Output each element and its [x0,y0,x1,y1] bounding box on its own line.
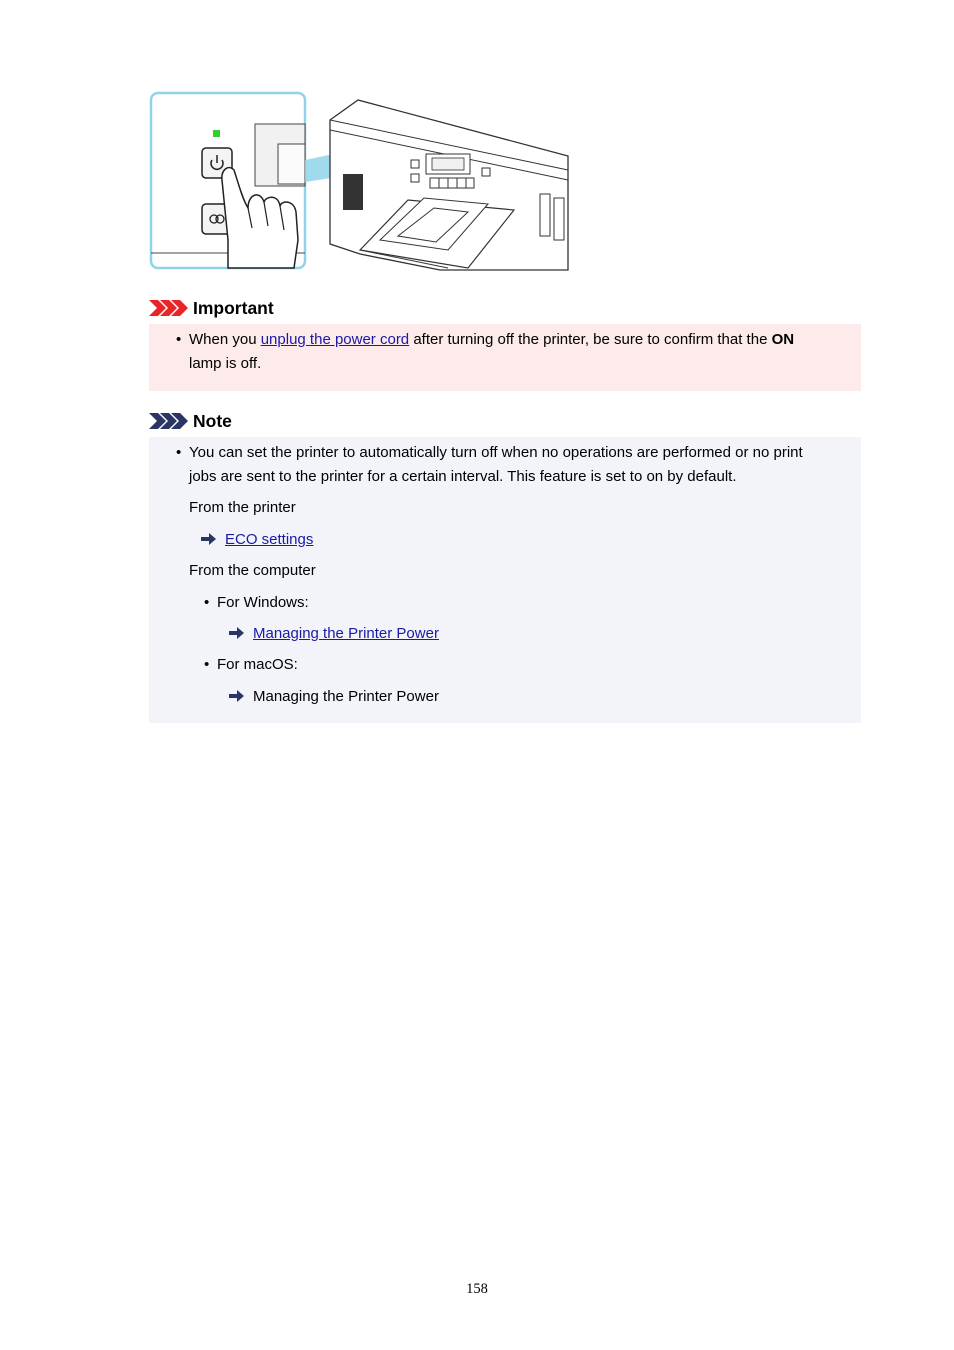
windows-power-item [253,622,439,646]
bullet: • [204,594,210,611]
note-chevrons-icon [149,413,189,429]
for-windows-label: For Windows: [217,594,309,611]
on-lamp-label: ON [771,331,795,348]
note-header [149,410,232,432]
important-header [149,297,274,319]
note-title: Note [193,411,232,431]
unplug-power-cord-link[interactable]: unplug the power cord [260,331,410,348]
page-number: 158 [466,1281,488,1297]
arrow-right-icon [229,690,245,702]
on-lamp-icon [213,130,220,137]
eco-settings-item [225,528,313,552]
note-item-line2: jobs are sent to the printer for a certain interval. This feature is set to on by default. [189,468,737,485]
important-title: Important [193,298,274,318]
bullet: • [176,444,182,461]
important-item-line1 [189,328,794,352]
important-item-line2: lamp is off. [189,355,262,372]
important-chevrons-icon [149,300,189,316]
from-printer-label: From the printer [189,499,296,516]
managing-printer-power-link[interactable]: Managing the Printer Power [253,625,439,642]
for-macos-label: For macOS: [217,656,298,673]
bullet: • [176,331,182,348]
arrow-right-icon [229,627,245,639]
printer-power-illustration [148,90,570,272]
important-box [149,324,861,391]
important-text-mid: after turning off the printer, be sure to confirm that the [409,331,772,348]
eco-settings-link[interactable]: ECO settings [225,531,314,548]
macos-power-text: Managing the Printer Power [253,688,439,705]
bullet: • [204,656,210,673]
arrow-right-icon [201,533,217,545]
important-text-pre: When you [189,331,261,348]
note-box [149,437,861,723]
from-computer-label: From the computer [189,562,316,579]
note-item-line1: You can set the printer to automatically turn off when no operations are performed or no print [189,444,803,461]
